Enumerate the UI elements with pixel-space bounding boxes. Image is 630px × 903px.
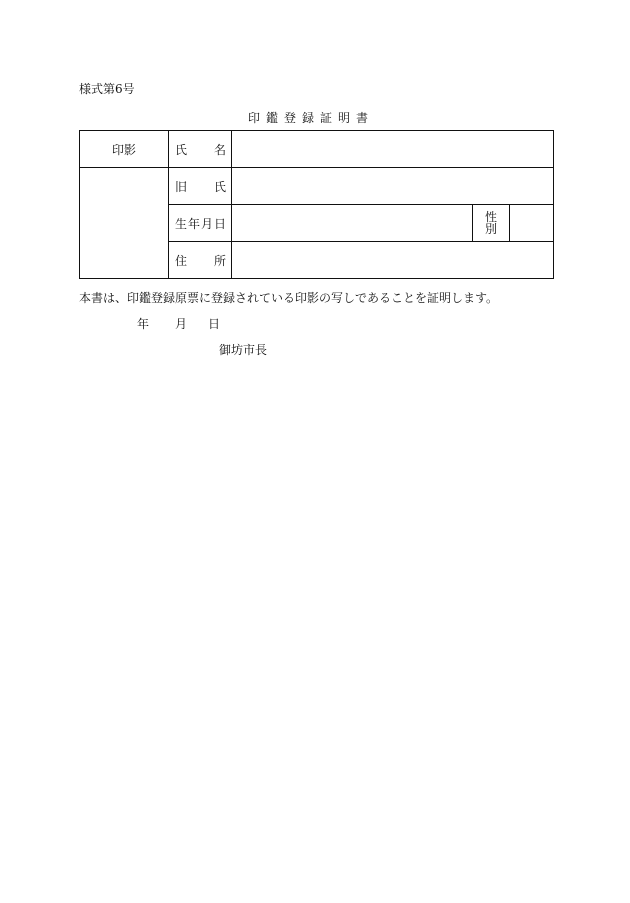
- address-label-char: 住: [175, 253, 188, 268]
- year-label: 年: [137, 317, 150, 331]
- address-value-cell: [232, 242, 554, 279]
- birthdate-label-char: 生: [175, 216, 188, 231]
- issuer-mayor: 御坊市長: [219, 343, 268, 357]
- former-name-label: [169, 168, 232, 205]
- sex-label-char: 別: [484, 222, 497, 236]
- name-label-char: 氏: [175, 142, 188, 157]
- sex-label: [473, 205, 510, 242]
- name-label-char: 名: [213, 142, 226, 157]
- seal-impression-area: [80, 168, 169, 279]
- seal-impression-label: 印影: [80, 131, 169, 168]
- form-number: 様式第6号: [79, 82, 135, 96]
- address-label: [169, 242, 232, 279]
- table-row-former-name: [80, 168, 554, 205]
- former-name-value-cell: [232, 168, 554, 205]
- certificate-table: [79, 130, 554, 279]
- name-value-cell: [232, 131, 554, 168]
- birthdate-label-char: 月: [200, 216, 213, 231]
- name-label: [169, 131, 232, 168]
- birthdate-label: [169, 205, 232, 242]
- birthdate-label-char: 年: [187, 216, 200, 231]
- former-name-label-char: 氏: [213, 179, 226, 194]
- document-title: 印鑑登録証明書: [248, 111, 375, 125]
- sex-value-cell: [510, 205, 554, 242]
- certification-statement: 本書は、印鑑登録原票に登録されている印影の写しであることを証明します。: [79, 291, 499, 305]
- birthdate-value-cell: [232, 205, 473, 242]
- address-label-char: 所: [213, 253, 226, 268]
- day-label: 日: [208, 317, 221, 331]
- birthdate-label-char: 日: [213, 216, 226, 231]
- sex-label-char: 性: [484, 210, 497, 224]
- former-name-label-char: 旧: [175, 179, 188, 194]
- month-label: 月: [175, 317, 188, 331]
- table-row-name: [80, 131, 554, 168]
- date-line: [137, 315, 220, 332]
